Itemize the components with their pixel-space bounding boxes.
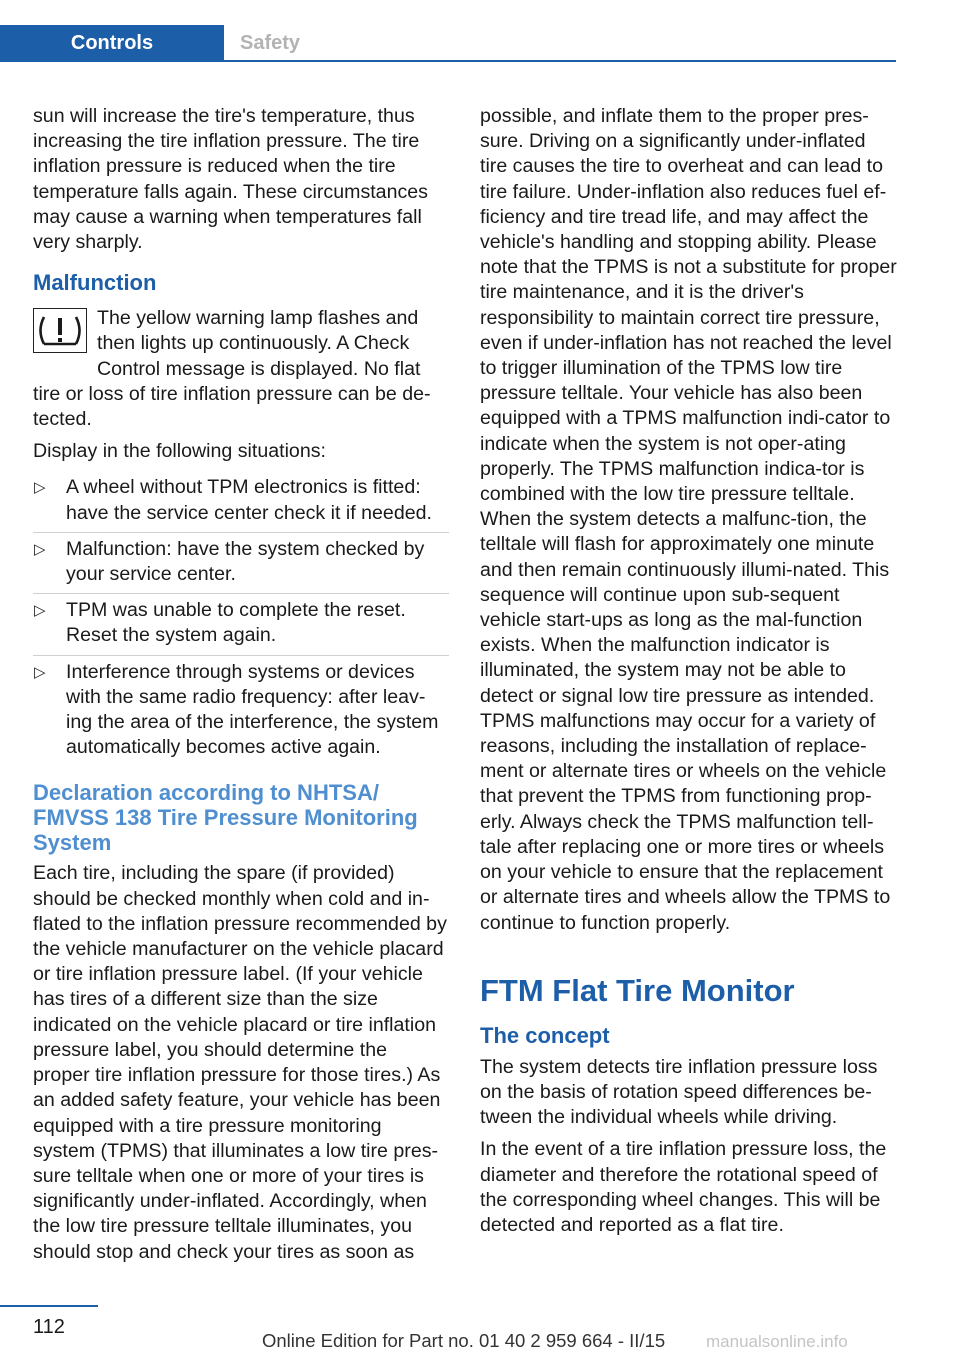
footer-rule bbox=[0, 1305, 98, 1307]
triangle-bullet-icon: ▷ bbox=[34, 663, 46, 681]
intro-paragraph: sun will increase the tire's temperature, thus increasing the tire inflation pressure. The tire inflation pressure is reduced when the tire temperature falls again. These circumstances may cause a warning when temperatures fall very sharply. bbox=[33, 105, 428, 254]
section-tabs bbox=[0, 25, 896, 62]
concept-text-1: The system detects tire inflation pressure loss on the basis of rotation speed differences be‐tween the individual wheels while driving. bbox=[480, 1055, 878, 1129]
triangle-bullet-icon: ▷ bbox=[34, 602, 46, 620]
declaration-continued-text: possible, and inflate them to the proper pres‐sure. Driving on a significantly under-inflated tire causes the tire to overheat and can lead to tire failure. Under-inflation also reduces fuel ef‐ficiency and tire tread life, and may affect the vehicle's handling and stopping ability. Please note that the TPMS is not a substitute for proper tire maintenance, and it is the driver's responsibility to maintain correct tire pressure, even if under-inflation has not reached the level to trigger illumination of the TPMS low tire pressure telltale. Your vehicle has also been equipped with a TPMS malfunction indi‐cator to indicate when the system is not oper‐ating properly. The TPMS malfunction indica‐tor is combined with the low tire pressure telltale. When the system detects a malfunc‐tion, the telltale will flash for approximately one minute and then remain continuously illumi‐nated. This sequence will continue upon sub‐sequent vehicle start-ups as long as the mal‐function exists. When the malfunction indicator is illuminated, the system may not be able to detect or signal low tire pressure as intended. TPMS malfunctions may occur for a variety of reasons, including the installation of replace‐ment or alternate tires or wheels on the vehicle that prevent the TPMS from functioning prop‐erly. Always check the TPMS malfunction tell‐tale after replacing one or more tires or wheels on your vehicle to ensure that the replacement or alternate tires and wheels allow the TPMS to continue to function properly. bbox=[480, 105, 897, 934]
declaration-text: Each tire, including the spare (if provided) should be checked monthly when cold and in‐flated to the inflation pressure recommended by the vehicle manufacturer on the vehicle placard or tire inflation pressure label. (If your vehicle has tires of a different size than the size indicated on the vehicle placard or tire inflation pressure label, you should determine the proper tire inflation pressure for those tires.) As an added safety feature, your vehicle has been equipped with a tire pressure monitoring system (TPMS) that illuminates a low tire pres‐sure telltale when one or more of your tires is significantly under-inflated. Accordingly, when the low tire pressure telltale illuminates, you should stop and check your tires as soon as bbox=[33, 862, 447, 1263]
left-column bbox=[33, 104, 449, 1272]
header-rule bbox=[0, 60, 896, 62]
concept-heading: The concept bbox=[480, 1022, 610, 1048]
malfunction-text: The yellow warning lamp flashes and then lights up continuously. A Check Control message is displayed. No flat tire or loss of tire inflation pressure can be de‐tected. bbox=[33, 307, 431, 431]
right-column bbox=[480, 104, 898, 1245]
list-item: ▷ Interference through systems or devices with the same radio frequency: after leav‐ing the area of the interference, the system automatically becomes active again. bbox=[34, 660, 439, 759]
ftm-heading: FTM Flat Tire Monitor bbox=[480, 972, 795, 1008]
display-intro: Display in the following situations: bbox=[33, 440, 326, 463]
situation-list bbox=[33, 471, 449, 766]
tab-controls[interactable]: Controls bbox=[0, 25, 224, 61]
declaration-heading: Declaration according to NHTSA/ FMVSS 138 Tire Pressure Monitoring System bbox=[33, 780, 418, 856]
tire-pressure-warning-icon bbox=[33, 308, 87, 353]
triangle-bullet-icon: ▷ bbox=[34, 479, 46, 497]
list-item: ▷ A wheel without TPM electronics is fitted: have the service center check it if needed. bbox=[33, 471, 449, 532]
page-number: 112 bbox=[33, 1316, 65, 1338]
tab-safety[interactable]: Safety bbox=[240, 32, 301, 54]
list-item: ▷ Malfunction: have the system checked by your service center. bbox=[33, 533, 449, 594]
malfunction-heading: Malfunction bbox=[33, 270, 157, 296]
watermark-text: manualsonline.info bbox=[706, 1332, 848, 1351]
list-item: ▷ TPM was unable to complete the reset. Reset the system again. bbox=[33, 594, 449, 655]
triangle-bullet-icon: ▷ bbox=[34, 540, 46, 558]
concept-text-2: In the event of a tire inflation pressure loss, the diameter and therefore the rotational speed of the corresponding wheel changes. This will be detected and reported as a flat tire. bbox=[480, 1138, 887, 1236]
edition-text: Online Edition for Part no. 01 40 2 959 664 - II/15 bbox=[262, 1330, 666, 1351]
